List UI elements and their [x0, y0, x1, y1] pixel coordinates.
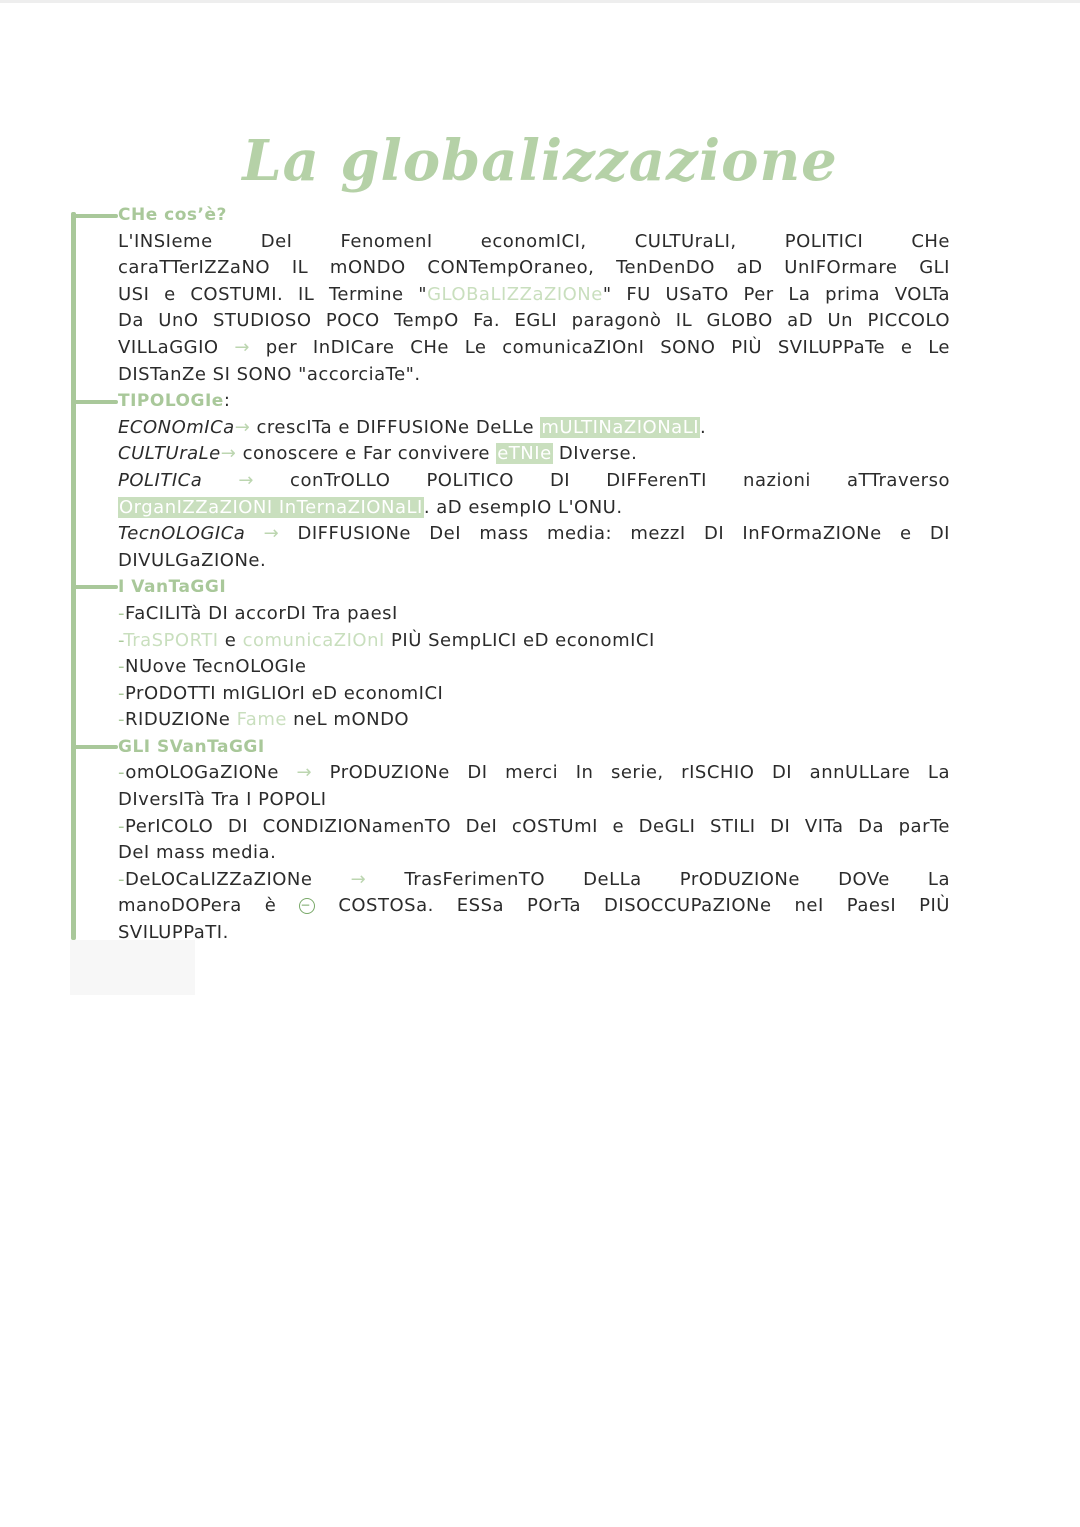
outline-bracket	[71, 212, 76, 940]
list-item: -TraSPORTI e comunicaZIOnI PIÙ SempLICI eD economICI	[118, 629, 655, 651]
highlight-term: mULTINaZIONaLI	[541, 416, 700, 438]
type-tech-cont: DIVULGaZIONe.	[118, 549, 267, 571]
arrow-icon: →	[238, 469, 254, 491]
section-heading-what-is: CHe cos’è?	[118, 205, 227, 225]
list-item-cont: SVILUPPaTI.	[118, 922, 229, 944]
paragraph-line: DISTanZe SI SONO "accorciaTe".	[118, 363, 421, 385]
paragraph-line: L'INSIeme DeI FenomenI economICI, CULTUraLI, POLITICI CHe	[118, 230, 950, 252]
paragraph-line: caraTTerIZZaNO IL mONDO CONTempOraneo, TenDenDO aD UnIFOrmare GLI	[118, 257, 950, 279]
type-political-cont: OrganIZZaZIONI InTernaZIONaLI. aD esempIO L'ONU.	[119, 496, 623, 518]
type-tech: TecnOLOGICa → DIFFUSIONe DeI mass media: mezzI DI InFOrmaZIONe e DI	[118, 523, 950, 545]
arrow-icon: →	[234, 416, 251, 438]
list-item: -DeLOCaLIZZaZIONe → TrasFerimenTO DeLLa PrODUZIONe DOVe La	[118, 868, 950, 890]
arrow-icon: →	[234, 336, 250, 358]
section-heading-disadvantages: GLI SVanTaGGI	[118, 736, 265, 757]
list-item: -omOLOGaZIONe → PrODUZIONe DI merci In serie, rISCHIO DI annULLare La	[118, 762, 950, 784]
highlight-term: OrganIZZaZIONI InTernaZIONaLI	[119, 496, 423, 518]
section-heading-advantages: I VanTaGGI	[118, 577, 227, 598]
notes-content	[118, 202, 950, 947]
section-heading-types: TIPOLOGIe:	[118, 390, 231, 412]
outline-tick-types	[74, 400, 118, 404]
list-item: -RIDUZIONe Fame neL mONDO	[118, 709, 410, 731]
outline-tick-disadvantages	[74, 745, 118, 749]
paragraph-line: Da UnO STUDIOSO POCO TempO Fa. EGLI paragonò IL GLOBO aD Un PICCOLO	[118, 310, 950, 332]
outline-tick-advantages	[74, 585, 118, 589]
paragraph-line: VILLaGGIO → per InDICare CHe Le comunicaZIOnI SONO PIÙ SVILUPPaTe e Le	[118, 336, 950, 358]
list-item: -PerICOLO DI CONDIZIONamenTO DeI cOSTUmI e DeGLI STILI DI VITa Da parTe	[118, 815, 950, 837]
arrow-icon: →	[296, 762, 313, 784]
list-item-cont: DeI mass media.	[118, 842, 277, 864]
arrow-icon: →	[220, 443, 237, 465]
list-item-cont: manoDOPera è − COSTOSa. ESSa POrTa DISOCCUPaZIONe neI PaesI PIÙ	[118, 895, 950, 917]
paragraph-line: USI e COSTUMI. IL Termine "GLOBaLIZZaZIONe" FU USaTO Per La prima VOLTa	[118, 283, 950, 305]
highlight-term: eTNIe	[497, 443, 552, 465]
page-top-border	[0, 0, 1080, 3]
type-political: POLITICa → conTrOLLO POLITICO DI DIFFerenTI nazioni aTTraverso	[118, 469, 950, 491]
list-item: -FaCILITà DI accorDI Tra paesI	[118, 602, 398, 624]
type-cultural: CULTUraLe→ conoscere e Far convivere eTNIe DIverse.	[118, 443, 638, 465]
highlight-term: GLOBaLIZZaZIONe	[427, 283, 603, 305]
shadow-box	[70, 940, 195, 995]
arrow-icon: →	[350, 868, 367, 890]
page-title: La globalizzazione	[242, 128, 838, 194]
list-item: -NUove TecnOLOGIe	[118, 656, 307, 678]
list-item: -PrODOTTI mIGLIOrI eD economICI	[118, 682, 444, 704]
list-item-cont: DIversITà Tra I POPOLI	[118, 789, 327, 811]
arrow-icon: →	[263, 523, 280, 545]
minus-circle-icon: −	[299, 898, 315, 914]
type-economic: ECONOmICa→ crescITa e DIFFUSIONe DeLLe mULTINaZIONaLI.	[118, 416, 707, 438]
outline-tick-what-is	[74, 214, 118, 218]
